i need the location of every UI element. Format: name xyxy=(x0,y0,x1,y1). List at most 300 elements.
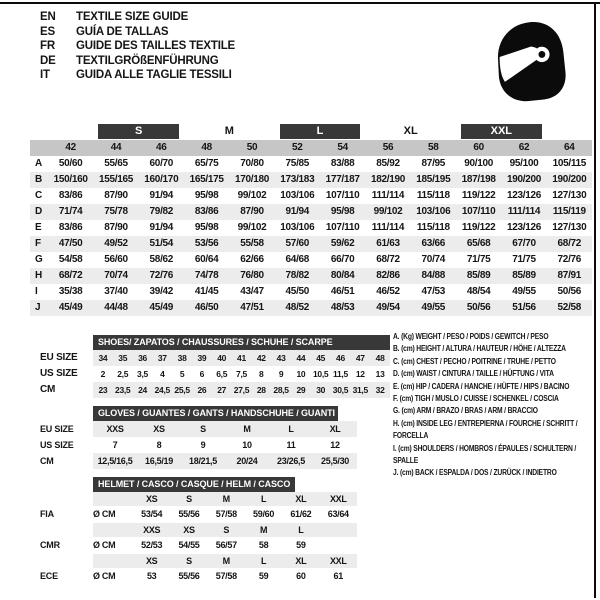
textile-size-table xyxy=(30,123,592,316)
legend-item: A. (Kg) WEIGHT / PESO / POIDS / GEWITCH / PESO xyxy=(393,332,549,341)
guide-title: GUÍA DE TALLAS xyxy=(76,25,169,38)
size-value-cell: 45/50 xyxy=(285,286,310,297)
prefix-gap xyxy=(93,554,133,568)
gloves-title-row xyxy=(40,405,357,421)
legend-item: H. (cm) INSIDE LEG / ENTREPIERNA / FOURCHE / SCHRITT / FORCELLA xyxy=(393,418,578,441)
size-value-cell: 99/102 xyxy=(237,222,267,233)
helmet-size-table xyxy=(40,476,357,585)
size-value-cell: 95/100 xyxy=(509,158,539,169)
row-label: EU SIZE xyxy=(40,424,74,434)
size-column-header: 48 xyxy=(184,140,229,156)
shoes-value-cell: 34 xyxy=(93,350,113,366)
shoes-value-cell: 6 xyxy=(199,369,205,379)
helmet-value-cell: 55/56 xyxy=(178,509,200,519)
helmet-value-cell: 61 xyxy=(333,571,343,581)
standard-label: CMR xyxy=(40,540,60,550)
size-column-header: 54 xyxy=(320,140,365,156)
size-value-cell: 49/55 xyxy=(512,286,536,297)
helmet-value-cell: 54/55 xyxy=(178,540,200,550)
shoes-value-cell: 32 xyxy=(370,382,390,398)
shoes-value-cell: 11,5 xyxy=(333,369,348,379)
size-value-cell: 105/115 xyxy=(552,158,587,169)
row-label: I xyxy=(35,286,38,297)
shoes-value-cell: 25,5 xyxy=(172,382,192,398)
gloves-value-cell: XS xyxy=(137,421,181,437)
helmet-size-header: M xyxy=(208,492,245,506)
shoes-value-cell: 5 xyxy=(179,369,185,379)
size-value-cell: 82/86 xyxy=(365,268,410,284)
size-value-cell: 111/114 xyxy=(501,204,546,220)
size-value-cell: 87/95 xyxy=(421,158,446,169)
size-value-cell: 47/50 xyxy=(48,236,93,252)
band-gap xyxy=(48,123,93,140)
gloves-value-cell: M xyxy=(225,421,269,437)
size-value-cell: 127/130 xyxy=(552,190,587,201)
label-gap xyxy=(40,523,93,537)
size-value-cell: 87/90 xyxy=(104,190,128,201)
row-label: C xyxy=(35,190,42,201)
shoes-value-cell: 38 xyxy=(172,350,192,366)
size-value-cell: 90/100 xyxy=(464,158,494,169)
shoes-title-row xyxy=(40,334,390,350)
helmet-value-cell: 52/53 xyxy=(141,540,163,550)
size-value-cell: 49/55 xyxy=(411,300,456,316)
helmet-size-band-row xyxy=(40,523,357,537)
size-value-cell: 80/84 xyxy=(320,268,365,284)
size-band-s: S xyxy=(98,124,179,139)
legend-item: G. (cm) ARM / BRAZO / BRAS / ARM / BRACCIO xyxy=(393,406,538,416)
helmet-value-cell: 59 xyxy=(296,540,306,550)
gloves-value-cell: 23/26,5 xyxy=(269,453,313,469)
size-value-cell: 72/76 xyxy=(139,268,184,284)
shoes-value-cell: 40 xyxy=(212,350,232,366)
measurement-row xyxy=(30,268,592,284)
size-value-cell: 65/68 xyxy=(456,236,501,252)
gloves-value-cell: 8 xyxy=(156,440,162,450)
measurement-row xyxy=(30,204,592,220)
helmet-value-cell: 59/60 xyxy=(253,509,275,519)
size-value-cell: 50/56 xyxy=(557,286,582,297)
helmet-standard-row xyxy=(40,568,357,585)
size-value-cell: 95/98 xyxy=(320,204,365,220)
size-value-cell: 170/180 xyxy=(229,172,274,188)
size-value-cell: 60/64 xyxy=(194,254,219,265)
size-value-cell: 85/89 xyxy=(501,268,546,284)
gloves-value-cell: S xyxy=(181,421,225,437)
size-value-cell: 79/82 xyxy=(139,204,184,220)
size-value-cell: 83/86 xyxy=(58,222,83,233)
language-code: FR xyxy=(40,40,55,52)
helmet-size-header: XXL xyxy=(320,492,357,506)
language-code: IT xyxy=(40,69,50,81)
helmet-size-header: S xyxy=(170,554,207,568)
gloves-title-cell xyxy=(93,405,357,421)
size-value-cell: 87/90 xyxy=(229,204,274,220)
shoes-value-cell: 10,5 xyxy=(312,369,329,379)
measurement-row xyxy=(30,156,592,172)
shoes-value-cell: 48 xyxy=(370,350,390,366)
size-value-cell: 95/98 xyxy=(194,222,219,233)
size-value-cell: 83/88 xyxy=(330,158,355,169)
size-value-cell: 74/78 xyxy=(184,268,229,284)
size-value-cell: 71/75 xyxy=(512,254,536,265)
helmet-size-band-row xyxy=(40,492,357,506)
size-value-cell: 127/130 xyxy=(552,222,587,233)
size-value-cell: 99/102 xyxy=(237,190,267,201)
size-value-cell: 68/72 xyxy=(48,268,93,284)
size-value-cell: 91/94 xyxy=(275,204,320,220)
language-code: EN xyxy=(40,11,56,23)
diameter-cm-label: Ø CM xyxy=(93,540,116,550)
measurement-row xyxy=(30,188,592,204)
shoes-value-cell: 45 xyxy=(311,350,331,366)
gloves-value-cell: 18/21,5 xyxy=(181,453,225,469)
size-value-cell: 51/56 xyxy=(501,300,546,316)
size-value-cell: 72/76 xyxy=(557,254,582,265)
size-value-cell: 103/106 xyxy=(280,222,315,233)
helmet-value-cell: 63/64 xyxy=(327,509,349,519)
size-column-header: 60 xyxy=(456,140,501,156)
measurement-row xyxy=(30,220,592,236)
shoes-value-cell: 31,5 xyxy=(350,382,370,398)
language-title-block xyxy=(40,10,235,83)
size-value-cell: 49/54 xyxy=(365,300,410,316)
size-value-cell: 67/70 xyxy=(501,236,546,252)
standard-label: FIA xyxy=(40,509,54,519)
row-label: CM xyxy=(40,384,56,395)
size-value-cell: 47/51 xyxy=(229,300,274,316)
helmet-size-header xyxy=(320,523,357,537)
size-value-cell: 63/66 xyxy=(411,236,456,252)
diameter-cm-label: Ø CM xyxy=(93,509,116,519)
size-value-cell: 85/92 xyxy=(376,158,400,169)
corner-cell xyxy=(30,123,48,140)
size-value-cell: 115/118 xyxy=(416,222,450,233)
helmet-value-cell: 53 xyxy=(146,571,157,581)
size-value-cell: 83/86 xyxy=(184,204,229,220)
helmet-size-header: S xyxy=(170,492,207,506)
helmet-size-header: S xyxy=(208,523,245,537)
shoes-value-cell: 28 xyxy=(251,382,271,398)
shoes-value-cell: 36 xyxy=(133,350,153,366)
shoes-row xyxy=(40,350,390,366)
size-value-cell: 50/60 xyxy=(58,158,83,169)
gloves-row xyxy=(40,437,357,453)
size-column-header: 46 xyxy=(139,140,184,156)
shoes-value-cell: 27 xyxy=(212,382,232,398)
size-column-header: 52 xyxy=(275,140,320,156)
shoes-value-cell: 43 xyxy=(271,350,291,366)
size-column-header: 56 xyxy=(365,140,410,156)
gloves-row xyxy=(40,453,357,469)
helmet-value-cell: 59 xyxy=(258,571,269,581)
size-value-cell: 71/75 xyxy=(466,254,491,265)
row-label: US SIZE xyxy=(40,368,78,379)
helmet-size-header: XXL xyxy=(320,554,357,568)
helmet-size-header: M xyxy=(208,554,245,568)
size-value-cell: 64/68 xyxy=(285,254,310,265)
shoes-value-cell: 47 xyxy=(350,350,370,366)
size-value-cell: 76/80 xyxy=(229,268,274,284)
right-border-line xyxy=(594,2,596,598)
legend-item: F. (cm) TIGH / MUSLO / CUISSE / SCHENKEL / COSCIA xyxy=(393,394,559,404)
gloves-title-bar: GLOVES / GUANTES / GANTS / HANDSCHUHE / GUANTI xyxy=(93,406,338,421)
size-band-l: L xyxy=(280,124,361,139)
measurement-row xyxy=(30,252,592,268)
size-value-cell: 91/94 xyxy=(149,222,174,233)
size-value-cell: 111/114 xyxy=(371,222,405,233)
size-value-cell: 190/200 xyxy=(501,172,546,188)
band-cell xyxy=(184,123,275,140)
language-row xyxy=(40,10,235,25)
label-gap xyxy=(40,334,93,350)
helmet-value-cell: 57/58 xyxy=(215,571,237,581)
helmet-standard-row xyxy=(40,537,357,554)
helmet-title-row xyxy=(40,476,357,492)
size-value-cell: 78/82 xyxy=(275,268,320,284)
size-value-cell: 48/52 xyxy=(275,300,320,316)
size-value-cell: 57/60 xyxy=(275,236,320,252)
shoes-value-cell: 39 xyxy=(192,350,212,366)
legend-item: D. (cm) WAIST / CINTURA / TAILLE / HÜFTUNG / VITA xyxy=(393,369,554,379)
guide-title: GUIDA ALLE TAGLIE TESSILI xyxy=(76,69,232,81)
gloves-row xyxy=(40,421,357,437)
helmet-title-bar: HELMET / CASCO / CASQUE / HELM / CASCO xyxy=(93,477,295,492)
size-value-cell: 71/74 xyxy=(48,204,93,220)
size-value-cell: 173/183 xyxy=(275,172,320,188)
gloves-value-cell: 11 xyxy=(286,440,296,450)
size-value-cell: 83/86 xyxy=(58,190,83,201)
row-label: D xyxy=(30,204,48,220)
shoes-title-cell xyxy=(93,334,390,350)
helmet-size-header: L xyxy=(282,523,319,537)
guide-title: TEXTILGRÖßENFÜHRUNG xyxy=(76,54,219,67)
size-value-cell: 62/66 xyxy=(240,254,264,265)
label-gap xyxy=(40,405,93,421)
row-label: F xyxy=(30,236,48,252)
gloves-value-cell: 10 xyxy=(242,440,252,450)
size-value-cell: 52/58 xyxy=(547,300,592,316)
helmet-icon xyxy=(486,14,576,108)
size-value-cell: 87/91 xyxy=(547,268,592,284)
helmet-size-header: XXS xyxy=(133,523,170,537)
shoes-value-cell: 7,5 xyxy=(236,369,247,379)
size-value-cell: 187/198 xyxy=(456,172,501,188)
size-value-cell: 50/56 xyxy=(456,300,501,316)
band-cell xyxy=(275,123,366,140)
size-value-cell: 119/122 xyxy=(461,190,496,201)
size-value-cell: 56/60 xyxy=(104,254,128,265)
size-value-cell: 185/195 xyxy=(411,172,456,188)
size-value-cell: 59/62 xyxy=(320,236,365,252)
size-value-cell: 95/98 xyxy=(194,190,219,201)
size-value-cell: 75/78 xyxy=(93,204,138,220)
row-label: J xyxy=(30,300,48,316)
gloves-value-cell: L xyxy=(269,421,313,437)
shoes-value-cell: 3,5 xyxy=(137,369,148,379)
size-value-cell: 190/200 xyxy=(547,172,592,188)
size-value-cell: 70/74 xyxy=(93,268,138,284)
language-code: DE xyxy=(40,54,56,67)
gloves-value-cell: 7 xyxy=(112,440,118,450)
row-label: B xyxy=(30,172,48,188)
size-value-cell: 60/70 xyxy=(149,158,174,169)
size-value-cell: 44/48 xyxy=(93,300,138,316)
helmet-size-header: XS xyxy=(133,492,170,506)
gloves-value-cell: 20/24 xyxy=(225,453,269,469)
size-column-header: 62 xyxy=(501,140,546,156)
language-row xyxy=(40,39,235,54)
gloves-value-cell: XL xyxy=(313,421,357,437)
helmet-value-cell: 58 xyxy=(258,540,269,550)
size-value-cell: 165/175 xyxy=(184,172,229,188)
size-value-cell: 58/62 xyxy=(149,254,174,265)
size-band-row xyxy=(30,123,592,140)
shoes-value-cell: 4 xyxy=(160,369,165,379)
helmet-value-cell: 53/54 xyxy=(141,509,163,519)
size-value-cell: 37/40 xyxy=(104,286,128,297)
shoes-value-cell: 28,5 xyxy=(271,382,291,398)
size-value-cell: 53/56 xyxy=(184,236,229,252)
helmet-value-cell: 56/57 xyxy=(215,540,237,550)
size-value-cell: 47/53 xyxy=(421,286,446,297)
helmet-size-header: L xyxy=(245,492,282,506)
shoes-value-cell: 41 xyxy=(232,350,252,366)
size-value-cell: 75/85 xyxy=(285,158,310,169)
language-row xyxy=(40,68,235,83)
legend-item: C. (cm) CHEST / PECHO / POITRINE / TRUHE / PETTO xyxy=(393,356,556,366)
size-value-cell: 48/53 xyxy=(320,300,365,316)
size-column-header: 42 xyxy=(48,140,93,156)
helmet-value-cell: 57/58 xyxy=(215,509,237,519)
label-gap xyxy=(40,554,93,568)
helmet-value-cell: 55/56 xyxy=(178,571,200,581)
helmet-size-header: XL xyxy=(282,492,319,506)
size-value-cell: 119/122 xyxy=(461,222,496,233)
shoes-value-cell: 37 xyxy=(152,350,172,366)
size-value-cell: 107/110 xyxy=(325,222,360,233)
size-value-cell: 55/65 xyxy=(104,158,128,169)
legend-item: I. (cm) SHOULDERS / HOMBROS / ÉPAULES / SCHULTERN / SPALLE xyxy=(393,443,577,466)
row-label: CM xyxy=(40,456,54,466)
size-value-cell: 68/72 xyxy=(547,236,592,252)
shoes-value-cell: 13 xyxy=(375,369,385,379)
size-value-cell: 48/54 xyxy=(466,286,491,297)
shoes-row xyxy=(40,382,390,398)
shoes-value-cell: 26 xyxy=(192,382,212,398)
shoes-value-cell: 27,5 xyxy=(232,382,252,398)
band-cell xyxy=(365,123,456,140)
helmet-value-cell: 61/62 xyxy=(290,509,312,519)
top-border-line xyxy=(0,2,600,4)
shoes-value-cell: 10 xyxy=(296,369,306,379)
size-value-cell: 91/94 xyxy=(149,190,174,201)
size-band-xl: XL xyxy=(403,125,418,137)
row-label: US SIZE xyxy=(40,440,74,450)
gloves-size-table xyxy=(40,405,357,469)
row-label: EU SIZE xyxy=(40,352,78,363)
size-value-cell: 177/187 xyxy=(320,172,365,188)
shoes-value-cell: 46 xyxy=(331,350,351,366)
gloves-value-cell: 12 xyxy=(330,440,340,450)
shoes-value-cell: 23,5 xyxy=(113,382,133,398)
size-value-cell: 55/58 xyxy=(229,236,274,252)
size-column-header: 44 xyxy=(93,140,138,156)
shoes-value-cell: 9 xyxy=(278,369,284,379)
size-column-header-row xyxy=(30,140,592,156)
standard-label: ECE xyxy=(40,571,58,581)
prefix-gap xyxy=(93,492,133,506)
shoes-row xyxy=(40,366,390,382)
label-gap xyxy=(40,492,93,506)
measurement-row xyxy=(30,284,592,300)
size-band-m: M xyxy=(224,125,234,137)
size-value-cell: 61/63 xyxy=(365,236,410,252)
size-value-cell: 51/54 xyxy=(139,236,184,252)
shoes-value-cell: 30,5 xyxy=(331,382,351,398)
shoes-size-table xyxy=(40,334,390,398)
size-value-cell: 123/126 xyxy=(506,222,541,233)
size-value-cell: 99/102 xyxy=(365,204,410,220)
band-cell xyxy=(93,123,184,140)
helmet-size-band-row xyxy=(40,554,357,568)
shoes-value-cell: 6,5 xyxy=(216,369,228,379)
size-value-cell: 66/70 xyxy=(330,254,355,265)
gloves-value-cell: 9 xyxy=(200,440,206,450)
language-code: ES xyxy=(40,25,55,38)
shoes-value-cell: 2,5 xyxy=(117,369,129,379)
gloves-value-cell: 16,5/19 xyxy=(137,453,181,469)
label-gap xyxy=(40,476,93,492)
helmet-size-header: L xyxy=(245,554,282,568)
gloves-value-cell: 12,5/16,5 xyxy=(93,453,137,469)
size-value-cell: 45/49 xyxy=(139,300,184,316)
size-value-cell: 115/118 xyxy=(416,190,450,201)
size-column-header: 50 xyxy=(229,140,274,156)
shoes-value-cell: 2 xyxy=(100,369,106,379)
size-value-cell: 103/106 xyxy=(280,190,315,201)
measurement-row xyxy=(30,172,592,188)
legend-item: E. (cm) HIP / CADERA / HANCHE / HÜFTE / HIPS / BACINO xyxy=(393,381,570,391)
gloves-value-cell: 25,5/30 xyxy=(313,453,357,469)
shoes-value-cell: 29 xyxy=(291,382,311,398)
size-value-cell: 46/50 xyxy=(184,300,229,316)
language-row xyxy=(40,54,235,69)
helmet-standard-row xyxy=(40,506,357,523)
size-value-cell: 70/74 xyxy=(421,254,446,265)
size-column-header: 58 xyxy=(411,140,456,156)
shoes-value-cell: 24 xyxy=(133,382,153,398)
band-cell xyxy=(456,123,547,140)
size-value-cell: 70/80 xyxy=(240,158,264,169)
helmet-size-header: XL xyxy=(282,554,319,568)
size-value-cell: 41/45 xyxy=(194,286,219,297)
size-value-cell: 84/88 xyxy=(411,268,456,284)
size-value-cell: 103/106 xyxy=(411,204,456,220)
legend-item: B. (cm) HEIGHT / ALTURA / HAUTEUR / HÖHE / ALTEZZA xyxy=(393,344,566,354)
measurement-row xyxy=(30,236,592,252)
helmet-size-header: M xyxy=(245,523,282,537)
language-row xyxy=(40,25,235,40)
size-value-cell: 35/38 xyxy=(58,286,83,297)
size-band-xxl: XXL xyxy=(461,124,542,139)
row-label: E xyxy=(35,222,42,233)
size-column-header: 64 xyxy=(547,140,592,156)
size-value-cell: 115/119 xyxy=(547,204,592,220)
size-value-cell: 87/90 xyxy=(104,222,128,233)
shoes-value-cell: 23 xyxy=(93,382,113,398)
size-value-cell: 150/160 xyxy=(48,172,93,188)
